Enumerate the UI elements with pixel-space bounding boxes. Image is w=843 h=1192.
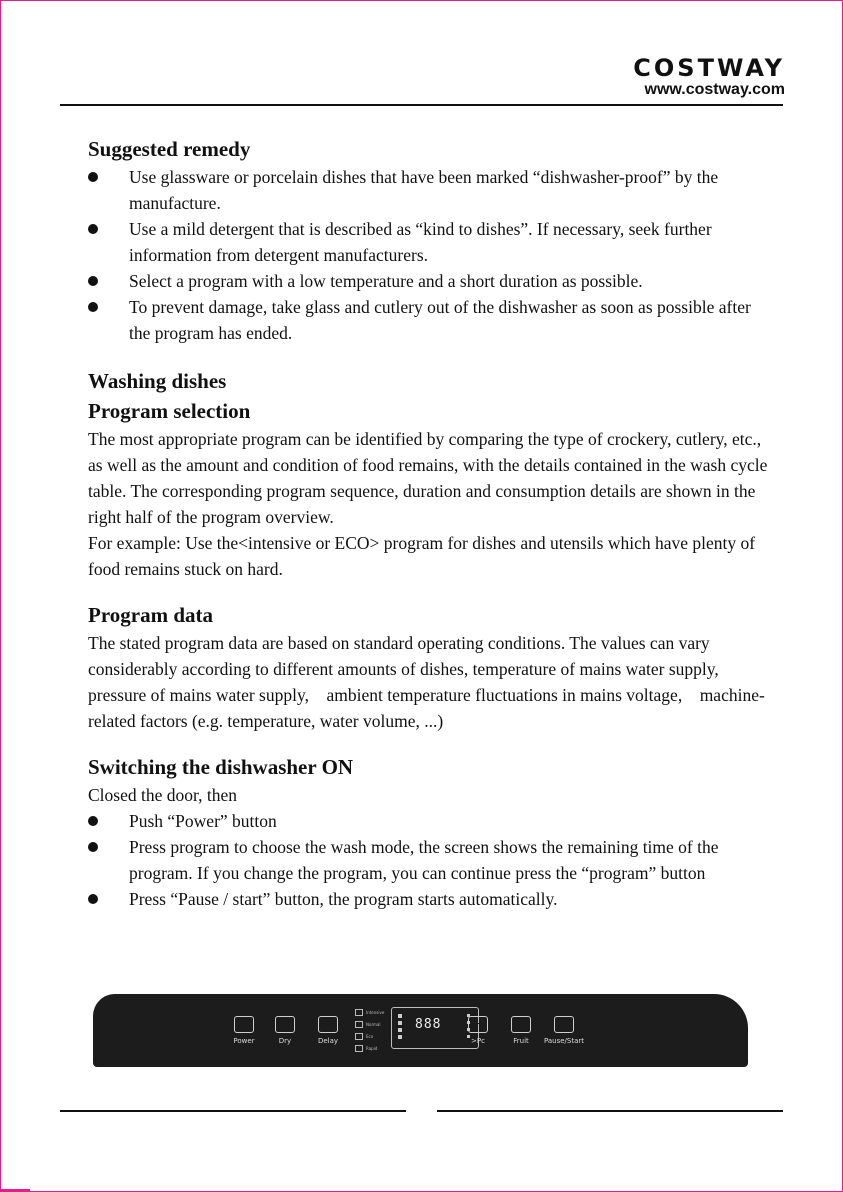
bullet-icon	[88, 276, 98, 286]
list-item: Press “Pause / start” button, the program starts automatically.	[88, 886, 768, 912]
list-item: Select a program with a low temperature and a short duration as possible.	[88, 268, 768, 294]
program-indicators	[355, 1006, 384, 1054]
indicator-rapid: Rapid	[355, 1042, 384, 1054]
program-selection-text: The most appropriate program can be identified by comparing the type of crockery, cutlery, etc., as well as the amount and condition of food remains, with the details contained in the wash cycle table. The corresponding program sequence, duration and consumption details are shown in the right half of the program overview.	[88, 429, 768, 527]
footer-rule-left	[60, 1110, 406, 1112]
program-data-text: The stated program data are based on standard operating conditions. The values can vary considerably according to different amounts of dishes, temperature of mains water supply, pressure of mains water supply, ambient temperature fluctuations in mains voltage, machine-related factors (e.g. temperature, water volume, ...)	[88, 633, 765, 731]
list-item: Push “Power” button	[88, 808, 768, 834]
footer-rule-right	[437, 1110, 783, 1112]
list-item: Press program to choose the wash mode, the screen shows the remaining time of the program. If you change the program, you can continue press the “program” button	[88, 834, 768, 886]
remedy-heading: Suggested remedy	[88, 137, 251, 161]
brand-logo: COSTWAY	[633, 54, 785, 82]
bullet-icon	[88, 302, 98, 312]
list-item: Use a mild detergent that is described as “kind to dishes”. If necessary, seek further information from detergent manufacturers.	[88, 216, 768, 268]
indicator-normal: Normal	[355, 1018, 384, 1030]
dry-button-icon: Dry	[270, 1016, 300, 1045]
bullet-icon	[88, 842, 98, 852]
switching-list	[88, 808, 768, 912]
switching-intro: Closed the door, then	[88, 785, 237, 805]
indicator-eco: Eco	[355, 1030, 384, 1042]
pause-start-button-icon: Pause/Start	[549, 1016, 579, 1045]
brand-url: www.costway.com	[644, 81, 785, 98]
program-selection-example: For example: Use the<intensive or ECO> program for dishes and utensils which have plenty of food remains stuck on hard.	[88, 533, 756, 579]
bullet-icon	[88, 224, 98, 234]
washing-heading: Washing dishes	[88, 369, 227, 393]
control-panel-image	[93, 994, 748, 1067]
display-digits: 888	[415, 1017, 442, 1032]
delay-button-icon: Delay	[313, 1016, 343, 1045]
brand-header	[633, 55, 785, 99]
bullet-icon	[88, 172, 98, 182]
bullet-icon	[88, 894, 98, 904]
power-button-icon: Power	[229, 1016, 259, 1045]
list-item: Use glassware or porcelain dishes that have been marked “dishwasher-proof” by the manufacture.	[88, 164, 768, 216]
switching-heading: Switching the dishwasher ON	[88, 755, 354, 779]
indicator-intensive: Intensive	[355, 1006, 384, 1018]
remedy-list	[88, 164, 768, 346]
program-selection-heading: Program selection	[88, 399, 251, 423]
program-button-icon: >Pc	[463, 1016, 493, 1045]
fruit-button-icon: Fruit	[506, 1016, 536, 1045]
bullet-icon	[88, 816, 98, 826]
manual-content	[88, 134, 768, 912]
list-item: To prevent damage, take glass and cutlery out of the dishwasher as soon as possible after the program has ended.	[88, 294, 768, 346]
header-rule	[60, 104, 783, 106]
program-data-heading: Program data	[88, 603, 214, 627]
